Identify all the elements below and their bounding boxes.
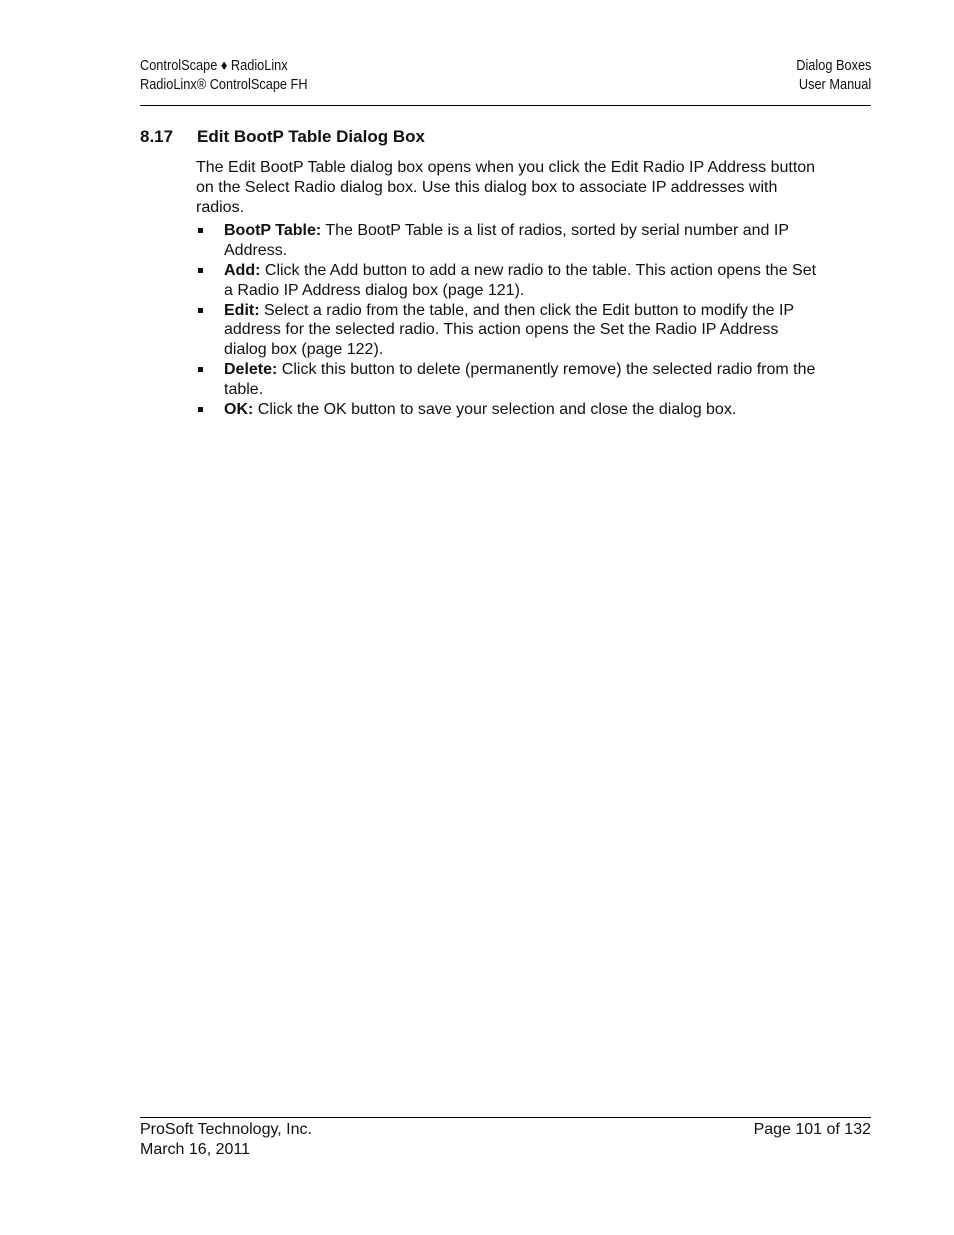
item-text: Select a radio from the table, and then click the Edit button to modify the IP address for the selected radio. This action opens the Set the Radio IP Address dialog box (page 122). [224,301,794,359]
item-term: Add: [224,261,261,279]
item-text: Click the OK button to save your selection and close the dialog box. [253,400,737,418]
header-product-sub: RadioLinx® ControlScape FH [140,77,308,93]
item-term: BootP Table: [224,222,322,240]
footer-date: March 16, 2011 [140,1140,250,1158]
intro-paragraph: The Edit BootP Table dialog box opens when you click the Edit Radio IP Address button on the Select Radio dialog box. Use this dialog box to associate IP addresses with radios. [196,159,816,216]
header-chapter: Dialog Boxes [795,58,871,74]
square-bullet-icon [198,228,203,233]
section-body [196,158,821,419]
item-text: Click this button to delete (permanently remove) the selected radio from the table. [224,360,816,398]
square-bullet-icon [198,367,203,372]
list-item [196,261,821,301]
item-text: Click the Add button to add a new radio to the table. This action opens the Set a Radio IP Address dialog box (page 121). [224,261,817,299]
bullet-list [196,221,821,419]
list-item [196,221,821,261]
footer-company: ProSoft Technology, Inc. [140,1121,312,1138]
header-manual: User Manual [798,77,871,93]
item-term: Edit: [224,301,260,319]
section-title: Edit BootP Table Dialog Box [197,127,425,146]
item-term: Delete: [224,360,278,378]
square-bullet-icon [198,268,203,273]
list-item [196,301,821,360]
section-number: 8.17 [140,127,174,146]
page-header [140,57,871,106]
item-text: The BootP Table is a list of radios, sorted by serial number and IP Address. [224,222,789,260]
square-bullet-icon [198,407,203,412]
footer-page-number: Page 101 of 132 [753,1121,871,1138]
list-item [196,360,821,400]
list-item [196,400,821,420]
section-heading [140,126,425,148]
header-product: ControlScape ♦ RadioLinx [140,58,288,74]
square-bullet-icon [198,308,203,313]
item-term: OK: [224,400,254,418]
page-footer [140,1117,871,1159]
